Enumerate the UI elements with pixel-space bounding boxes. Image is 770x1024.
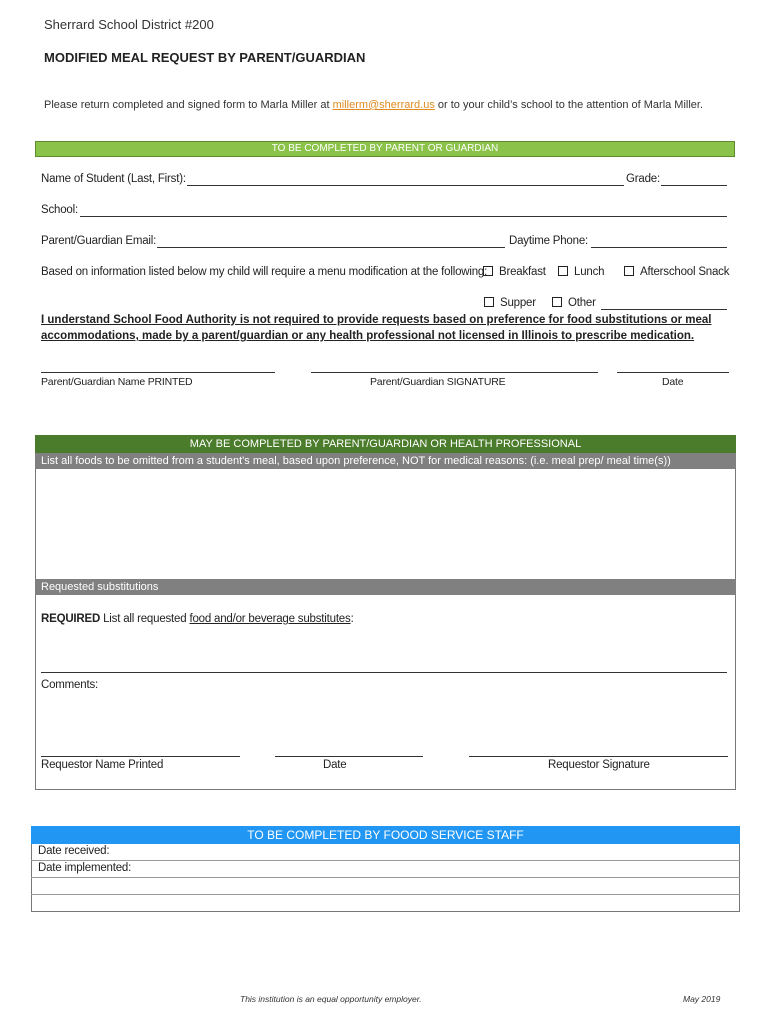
required-bold: REQUIRED [41,613,101,625]
school-field[interactable] [80,216,727,217]
requestor-signature-line[interactable] [469,756,728,757]
intro-before: Please return completed and signed form to Marla Miller at [44,99,333,111]
staff-section-header: TO BE COMPLETED BY FOOOD SERVICE STAFF [31,826,740,844]
date-received-label: Date received: [38,845,110,857]
staff-row-divider [31,894,740,895]
staff-row-divider [31,877,740,878]
required-text [41,613,354,625]
phone-field[interactable] [591,247,727,248]
intro-after: or to your child’s school to the attention of Marla Miller. [434,99,704,111]
district-name: Sherrard School District #200 [44,17,214,32]
school-label: School: [41,204,78,216]
substitutes-line[interactable] [41,672,727,673]
required-rest: List all requested [100,613,190,625]
requestor-date-caption: Date [323,759,347,771]
requestor-name-line[interactable] [41,756,240,757]
parent-signature-line[interactable] [311,372,598,373]
option-other-label: Other [568,297,596,309]
intro-text [44,97,734,114]
email-label: Parent/Guardian Email: [41,235,157,247]
menu-mod-text: Based on information listed below my child will require a menu modification at the following: [41,266,488,278]
checkbox-lunch[interactable] [558,266,568,276]
phone-label: Daytime Phone: [509,235,589,247]
option-lunch[interactable] [558,266,604,278]
option-supper[interactable] [484,297,536,309]
policy-statement: I understand School Food Authority is not required to provide requests based on preference for food substitutions or meal accommodations, made by a parent/guardian or any health professional not licensed in Illinois to prescribe medication. [41,314,712,342]
email-field[interactable] [157,247,505,248]
parent-date-caption: Date [662,376,684,388]
form-title: MODIFIED MEAL REQUEST BY PARENT/GUARDIAN [44,50,366,65]
equal-opportunity-note: This institution is an equal opportunity employer. [240,994,422,1004]
option-other[interactable] [552,297,596,309]
form-date: May 2019 [683,994,721,1004]
option-breakfast[interactable] [483,266,546,278]
parent-date-line[interactable] [617,372,729,373]
other-field[interactable] [601,309,727,310]
staff-row-divider [31,860,740,861]
option-supper-label: Supper [500,297,536,309]
parent-name-caption: Parent/Guardian Name PRINTED [41,376,193,388]
option-lunch-label: Lunch [574,266,605,278]
grade-field[interactable] [661,185,727,186]
comments-label: Comments: [41,679,98,691]
student-name-field[interactable] [187,185,624,186]
parent-name-line[interactable] [41,372,275,373]
grade-label: Grade: [626,173,660,185]
checkbox-other[interactable] [552,297,562,307]
parent-signature-caption: Parent/Guardian SIGNATURE [370,376,506,388]
option-breakfast-label: Breakfast [499,266,546,278]
substitutions-bar: Requested substitutions [35,579,736,595]
student-name-label: Name of Student (Last, First): [41,173,186,185]
requestor-date-line[interactable] [275,756,423,757]
foods-omitted-bar: List all foods to be omitted from a student's meal, based upon preference, NOT for medical reasons: (i.e. meal prep/ meal time(s)) [35,453,736,469]
required-underlined: food and/or beverage substitutes [189,613,351,625]
checkbox-afterschool-snack[interactable] [624,266,634,276]
checkbox-supper[interactable] [484,297,494,307]
requestor-name-caption: Requestor Name Printed [41,759,164,771]
email-link[interactable]: millerm@sherrard.us [332,99,435,111]
option-afterschool-snack[interactable] [624,266,729,278]
checkbox-breakfast[interactable] [483,266,493,276]
option-afterschool-label: Afterschool Snack [640,266,730,278]
parent-section-header: TO BE COMPLETED BY PARENT OR GUARDIAN [35,141,735,157]
required-colon: : [350,613,354,625]
date-implemented-label: Date implemented: [38,862,132,874]
foods-omitted-area[interactable] [36,470,735,578]
requestor-signature-caption: Requestor Signature [548,759,650,771]
health-section-header: MAY BE COMPLETED BY PARENT/GUARDIAN OR HEALTH PROFESSIONAL [35,435,736,453]
